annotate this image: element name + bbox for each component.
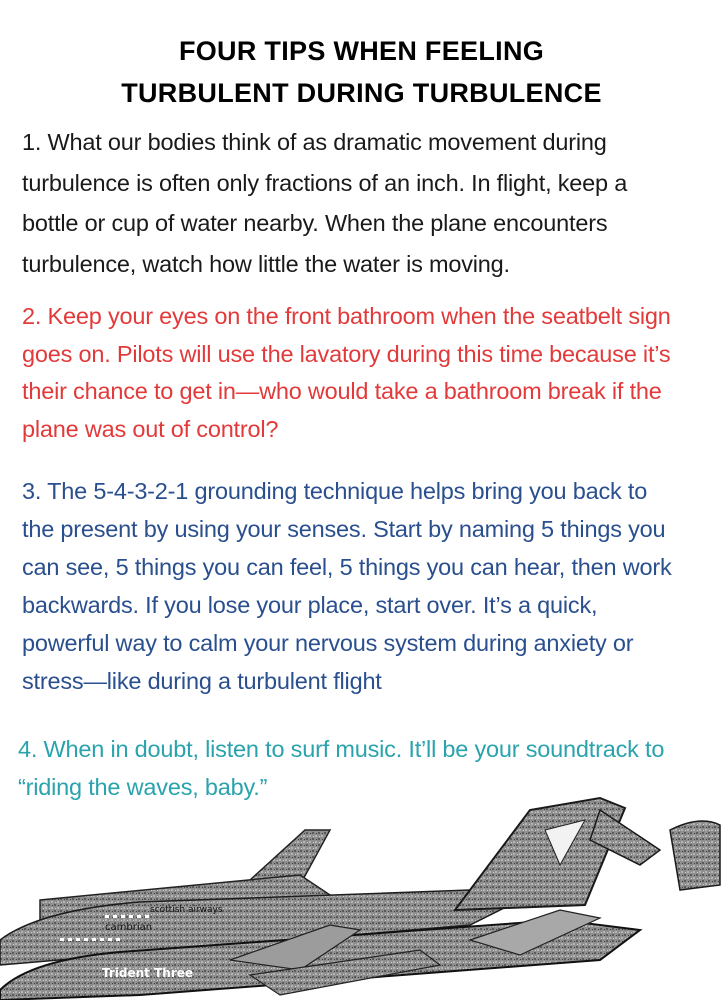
- airplanes-illustration: [0, 790, 723, 1000]
- tail-fin: [455, 798, 720, 910]
- tip-line: the present by using your senses. Start by naming 5 things you: [22, 516, 666, 542]
- tip-line: stress—like during a turbulent flight: [22, 668, 382, 694]
- livery-cambrian: cambrian: [105, 922, 153, 933]
- tip-line: 3. The 5-4-3-2-1 grounding technique helps bring you back to: [22, 478, 648, 504]
- tip-line: plane was out of control?: [22, 415, 279, 442]
- tip-line: “riding the waves, baby.”: [18, 774, 268, 800]
- livery-trident: Trident Three: [102, 966, 194, 980]
- tip-1: [22, 122, 627, 284]
- title-line-1: FOUR TIPS WHEN FEELING: [178, 36, 545, 66]
- tip-line: can see, 5 things you can feel, 5 things you can hear, then work: [22, 554, 672, 580]
- tip-line: 4. When in doubt, listen to surf music. It’ll be your soundtrack to: [18, 736, 665, 762]
- tip-line: powerful way to calm your nervous system during anxiety or: [22, 630, 634, 656]
- tip-line: 2. Keep your eyes on the front bathroom when the seatbelt sign: [22, 303, 671, 329]
- tip-line: bottle or cup of water nearby. When the plane encounters: [22, 210, 608, 236]
- tip-2: [22, 298, 671, 448]
- livery-scottish: scottish airways: [150, 905, 223, 915]
- tip-line: their chance to get in—who would take a bathroom break if the: [22, 378, 662, 404]
- tip-line: 1. What our bodies think of as dramatic movement during: [22, 129, 607, 155]
- page-title: [0, 30, 723, 114]
- tip-line: goes on. Pilots will use the lavatory during this time because it’s: [22, 340, 671, 367]
- title-line-2: TURBULENT DURING TURBULENCE: [121, 78, 602, 108]
- tip-line: backwards. If you lose your place, start over. It’s a quick,: [22, 592, 598, 618]
- tip-line: turbulence, watch how little the water is moving.: [22, 250, 510, 277]
- tip-3: [22, 472, 672, 700]
- tip-line: turbulence is often only fractions of an inch. In flight, keep a: [22, 169, 628, 196]
